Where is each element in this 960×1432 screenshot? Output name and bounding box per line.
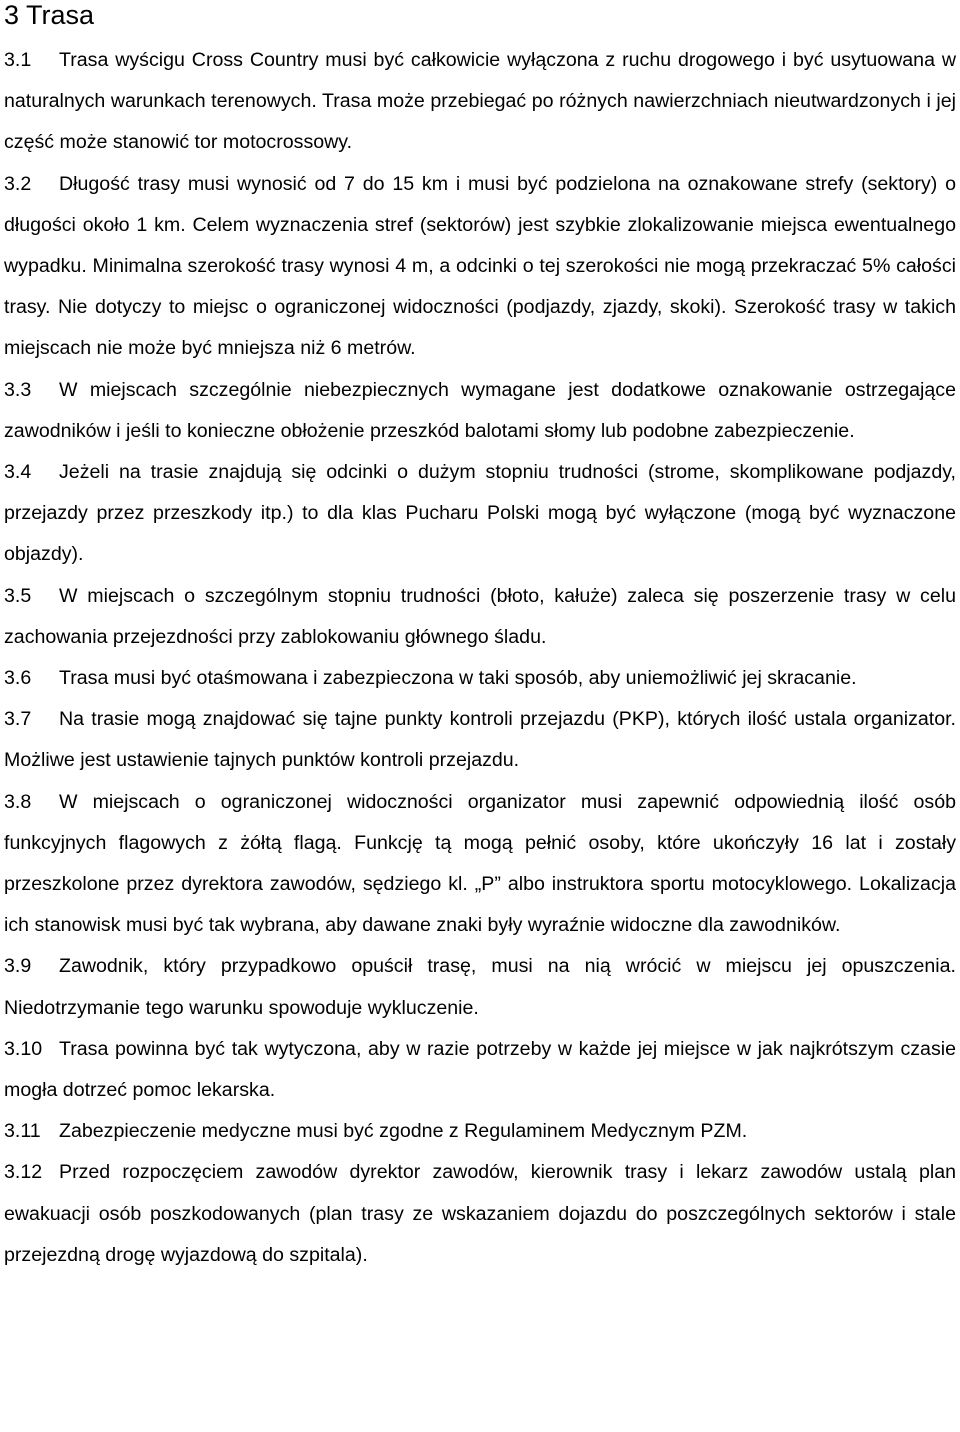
paragraph-text: W miejscach o ograniczonej widoczności organizator musi zapewnić odpowiednią ilość osób funkcyjnych flagowych z żółtą flagą. Funkcję tą mogą pełnić osoby, które ukończyły 16 lat i zostały przeszkolone przez dyrektora zawodów, sędziego kl. „P” albo instruktora sportu motocyklowego. Lokalizacja ich stanowisk musi być tak wybrana, aby dawane znaki były wyraźnie widoczne dla zawodników. [4, 790, 956, 937]
section-heading: 3 Trasa [4, 0, 95, 30]
paragraph-3-8 [4, 782, 956, 947]
paragraph-number: 3.2 [4, 172, 32, 195]
paragraph-number: 3.6 [4, 667, 32, 690]
paragraph-text: Na trasie mogą znajdować się tajne punkty kontroli przejazdu (PKP), których ilość ustala organizator. Możliwe jest ustawienie tajnych punktów kontroli przejazdu. [4, 708, 956, 772]
paragraph-3-7 [4, 699, 956, 781]
paragraph-text: Zabezpieczenie medyczne musi być zgodne z Regulaminem Medycznym PZM. [59, 1120, 748, 1143]
paragraph-text: W miejscach o szczególnym stopniu trudności (błoto, kałuże) zaleca się poszerzenie trasy w celu zachowania przejezdności przy zablokowaniu głównego śladu. [4, 584, 956, 648]
paragraph-3-12 [4, 1152, 956, 1276]
paragraph-3-5 [4, 576, 956, 658]
paragraph-number: 3.3 [4, 378, 32, 401]
paragraph-number: 3.4 [4, 461, 32, 484]
paragraph-text: Trasa musi być otaśmowana i zabezpieczona w taki sposób, aby uniemożliwić jej skracanie. [59, 667, 857, 690]
paragraph-3-6 [4, 658, 956, 699]
paragraph-text: W miejscach szczególnie niebezpiecznych wymagane jest dodatkowe oznakowanie ostrzegające zawodników i jeśli to konieczne obłożenie przeszkód balotami słomy lub podobne zabezpieczenie. [4, 378, 956, 442]
paragraph-3-9 [4, 946, 956, 1028]
paragraph-3-11 [4, 1111, 956, 1152]
paragraph-text: Jeżeli na trasie znajdują się odcinki o dużym stopniu trudności (strome, skomplikowane podjazdy, przejazdy przez przeszkody itp.) to dla klas Pucharu Polski mogą być wyłączone (mogą być wyznaczone objazdy). [4, 461, 956, 566]
paragraph-3-10 [4, 1029, 956, 1111]
document-page [4, 0, 956, 1276]
paragraph-3-4 [4, 452, 956, 576]
paragraph-number: 3.10 [4, 1037, 43, 1060]
paragraph-text: Długość trasy musi wynosić od 7 do 15 km i musi być podzielona na oznakowane strefy (sektory) o długości około 1 km. Celem wyznaczenia stref (sektorów) jest szybkie zlokalizowanie miejsca ewentualnego wypadku. Minimalna szerokość trasy wynosi 4 m, a odcinki o tej szerokości nie mogą przekraczać 5% całości trasy. Nie dotyczy to miejsc o ograniczonej widoczności (podjazdy, zjazdy, skoki). Szerokość trasy w takich miejscach nie może być mniejsza niż 6 metrów. [4, 172, 956, 360]
paragraph-number: 3.11 [4, 1120, 41, 1143]
paragraph-text: Zawodnik, który przypadkowo opuścił trasę, musi na nią wrócić w miejscu jej opuszczenia. Niedotrzymanie tego warunku spowoduje wykluczenie. [4, 955, 956, 1019]
paragraph-text: Przed rozpoczęciem zawodów dyrektor zawodów, kierownik trasy i lekarz zawodów ustalą plan ewakuacji osób poszkodowanych (plan trasy ze wskazaniem dojazdu do poszczególnych sektorów i stale przejezdną drogę wyjazdową do szpitala). [4, 1161, 956, 1266]
paragraph-number: 3.7 [4, 708, 32, 731]
paragraph-3-1 [4, 40, 956, 164]
paragraph-3-2 [4, 164, 956, 370]
paragraph-number: 3.1 [4, 49, 32, 71]
paragraph-text: Trasa powinna być tak wytyczona, aby w razie potrzeby w każde jej miejsce w jak najkrótszym czasie mogła dotrzeć pomoc lekarska. [4, 1037, 956, 1102]
paragraph-number: 3.12 [4, 1161, 43, 1184]
paragraph-3-3 [4, 370, 956, 452]
paragraph-text: Trasa wyścigu Cross Country musi być całkowicie wyłączona z ruchu drogowego i być usytuowana w naturalnych warunkach terenowych. Trasa może przebiegać po różnych nawierzchniach nieutwardzonych i jej część może stanowić tor motocrossowy. [4, 49, 956, 154]
paragraph-number: 3.9 [4, 955, 32, 978]
paragraph-number: 3.8 [4, 790, 32, 813]
paragraph-number: 3.5 [4, 584, 32, 607]
